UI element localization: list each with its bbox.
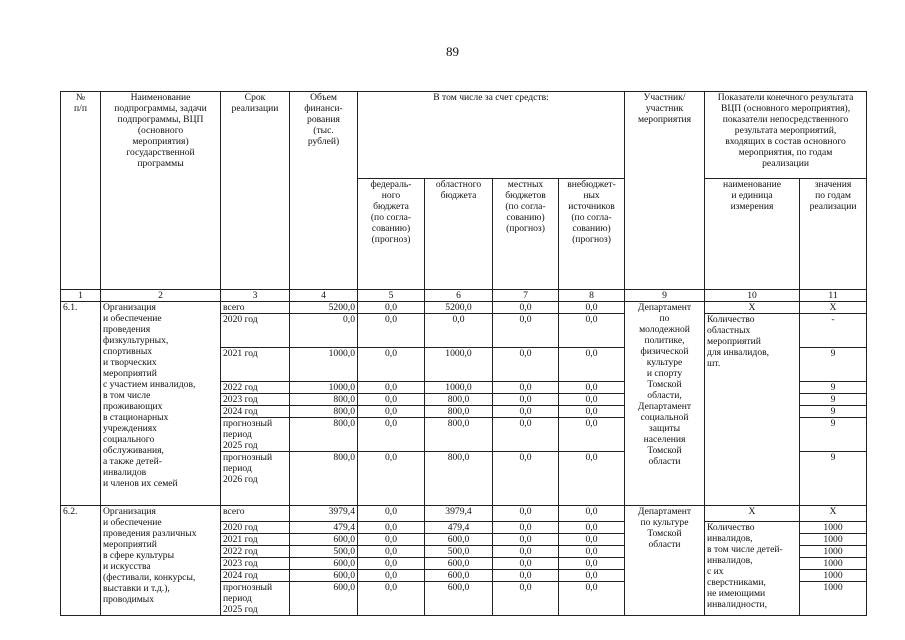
total-cell: 800,0 [290,418,358,452]
local-cell: 0,0 [493,418,559,452]
extrabudget-cell: 0,0 [559,522,625,534]
extrabudget-cell: 0,0 [559,348,625,382]
local-cell: 0,0 [493,534,559,546]
extrabudget-cell: 0,0 [559,534,625,546]
federal-cell: 0,0 [358,522,425,534]
total-cell: 600,0 [290,570,358,582]
local-cell: 0,0 [493,452,559,506]
participant-cell: Департамент по молодежной политике, физической культуре и спорту Томской области, Департамент социальной защиты населения Томской области [625,302,705,506]
extrabudget-cell: 0,0 [559,570,625,582]
header-sources-group: В том числе за счет средств: [358,92,625,179]
regional-cell: 600,0 [425,534,493,546]
federal-cell: 0,0 [358,570,425,582]
table-row [61,302,867,314]
federal-cell: 0,0 [358,382,425,394]
regional-cell: 479,4 [425,522,493,534]
section-name: Организация и обеспечение проведения физкультурных, спортивных и творческих мероприятий с участием инвалидов, в том числе проживающих в стационарных учреждениях социального обслуживания, а также детей- инвалидов и членов их семей [101,302,221,506]
local-cell: 0,0 [493,382,559,394]
program-table [60,91,867,616]
page-number: 89 [446,44,459,59]
header-name: Наименование подпрограммы, задачи подпрограммы, ВЦП (основного мероприятия) государственной программы [101,92,221,290]
header-indicator-values: значения по годам реализации [800,179,867,290]
period-cell: 2021 год [221,348,290,382]
indicator-value-cell: 1000 [800,534,867,546]
total-cell: 600,0 [290,558,358,570]
period-cell: 2022 год [221,382,290,394]
indicator-name-cell: Количество областных мероприятий для инвалидов, шт. [705,314,800,506]
column-number: 1 [61,290,101,302]
federal-cell: 0,0 [358,582,425,616]
total-cell: 500,0 [290,546,358,558]
header-federal: федераль- ного бюджета (по согла- сованию) (прогноз) [358,179,425,290]
local-cell: 0,0 [493,314,559,348]
local-cell: 0,0 [493,406,559,418]
indicator-name-total: Х [705,302,800,314]
period-cell: прогнозный период 2026 год [221,452,290,506]
federal-cell: 0,0 [358,534,425,546]
total-cell: 1000,0 [290,348,358,382]
indicator-name-total: Х [705,506,800,522]
total-cell: 0,0 [290,314,358,348]
regional-cell: 1000,0 [425,348,493,382]
indicator-value-cell: 1000 [800,582,867,616]
column-number: 6 [425,290,493,302]
regional-cell: 5200,0 [425,302,493,314]
federal-cell: 0,0 [358,406,425,418]
local-cell: 0,0 [493,302,559,314]
period-cell: всего [221,302,290,314]
regional-cell: 0,0 [425,314,493,348]
indicator-value-cell: 1000 [800,522,867,534]
indicator-value-cell: 9 [800,382,867,394]
regional-cell: 800,0 [425,394,493,406]
indicator-value-cell: 9 [800,348,867,382]
regional-cell: 600,0 [425,558,493,570]
extrabudget-cell: 0,0 [559,382,625,394]
period-cell: 2020 год [221,522,290,534]
extrabudget-cell: 0,0 [559,506,625,522]
local-cell: 0,0 [493,570,559,582]
local-cell: 0,0 [493,546,559,558]
federal-cell: 0,0 [358,546,425,558]
period-cell: прогнозный период 2025 год [221,582,290,616]
local-cell: 0,0 [493,558,559,570]
local-cell: 0,0 [493,582,559,616]
column-number: 4 [290,290,358,302]
column-number: 5 [358,290,425,302]
header-extrabudget: внебюджет- ных источников (по согла- сованию) (прогноз) [559,179,625,290]
period-cell: 2022 год [221,546,290,558]
column-number: 3 [221,290,290,302]
local-cell: 0,0 [493,506,559,522]
extrabudget-cell: 0,0 [559,546,625,558]
federal-cell: 0,0 [358,394,425,406]
regional-cell: 800,0 [425,452,493,506]
participant-cell: Департамент по культуре Томской области [625,506,705,616]
indicator-value-cell: 1000 [800,570,867,582]
header-participant: Участник/ участник мероприятия [625,92,705,290]
extrabudget-cell: 0,0 [559,582,625,616]
regional-cell: 600,0 [425,582,493,616]
local-cell: 0,0 [493,522,559,534]
extrabudget-cell: 0,0 [559,314,625,348]
period-cell: 2023 год [221,394,290,406]
federal-cell: 0,0 [358,302,425,314]
federal-cell: 0,0 [358,558,425,570]
total-cell: 3979,4 [290,506,358,522]
regional-cell: 600,0 [425,570,493,582]
column-number: 10 [705,290,800,302]
total-cell: 800,0 [290,406,358,418]
indicator-value-cell: 1000 [800,546,867,558]
regional-cell: 1000,0 [425,382,493,394]
total-cell: 600,0 [290,534,358,546]
column-number: 11 [800,290,867,302]
period-cell: 2023 год [221,558,290,570]
local-cell: 0,0 [493,348,559,382]
federal-cell: 0,0 [358,506,425,522]
total-cell: 800,0 [290,394,358,406]
section-number: 6.2. [61,506,101,616]
federal-cell: 0,0 [358,348,425,382]
indicator-value-cell: 1000 [800,558,867,570]
header-total: Объем финанси- рования (тыс. рублей) [290,92,358,290]
period-cell: прогнозный период 2025 год [221,418,290,452]
header-local: местных бюджетов (по согла- сованию) (прогноз) [493,179,559,290]
period-cell: 2020 год [221,314,290,348]
header-indicator-name: наименование и единица измерения [705,179,800,290]
indicator-value-cell: 9 [800,406,867,418]
regional-cell: 800,0 [425,406,493,418]
regional-cell: 500,0 [425,546,493,558]
extrabudget-cell: 0,0 [559,452,625,506]
federal-cell: 0,0 [358,418,425,452]
column-number: 8 [559,290,625,302]
indicator-value-cell: - [800,314,867,348]
period-cell: 2024 год [221,406,290,418]
total-cell: 800,0 [290,452,358,506]
indicator-value-cell: 9 [800,394,867,406]
indicator-value-cell: Х [800,506,867,522]
indicator-name-cell: Количество инвалидов, в том числе детей- инвалидов, с их сверстниками, не имеющими инвалидности, [705,522,800,616]
section-number: 6.1. [61,302,101,506]
header-indicators-group: Показатели конечного результата ВЦП (основного мероприятия), показатели непосредственного результата мероприятий, входящих в состав основного мероприятия, по годам реализации [705,92,867,179]
header-period: Срок реализации [221,92,290,290]
federal-cell: 0,0 [358,314,425,348]
extrabudget-cell: 0,0 [559,302,625,314]
regional-cell: 3979,4 [425,506,493,522]
extrabudget-cell: 0,0 [559,394,625,406]
column-number: 9 [625,290,705,302]
indicator-value-cell: 9 [800,452,867,506]
total-cell: 1000,0 [290,382,358,394]
period-cell: 2021 год [221,534,290,546]
local-cell: 0,0 [493,394,559,406]
header-regional: областного бюджета [425,179,493,290]
total-cell: 479,4 [290,522,358,534]
indicator-value-cell: Х [800,302,867,314]
header-number: № п/п [61,92,101,290]
column-number: 2 [101,290,221,302]
indicator-value-cell: 9 [800,418,867,452]
extrabudget-cell: 0,0 [559,558,625,570]
total-cell: 5200,0 [290,302,358,314]
column-number: 7 [493,290,559,302]
total-cell: 600,0 [290,582,358,616]
table-row [61,506,867,522]
federal-cell: 0,0 [358,452,425,506]
extrabudget-cell: 0,0 [559,406,625,418]
column-numbers-row [61,290,867,302]
period-cell: 2024 год [221,570,290,582]
extrabudget-cell: 0,0 [559,418,625,452]
regional-cell: 800,0 [425,418,493,452]
period-cell: всего [221,506,290,522]
section-name: Организация и обеспечение проведения различных мероприятий в сфере культуры и искусства (фестивали, конкурсы, выставки и т.д.), проводимых [101,506,221,616]
